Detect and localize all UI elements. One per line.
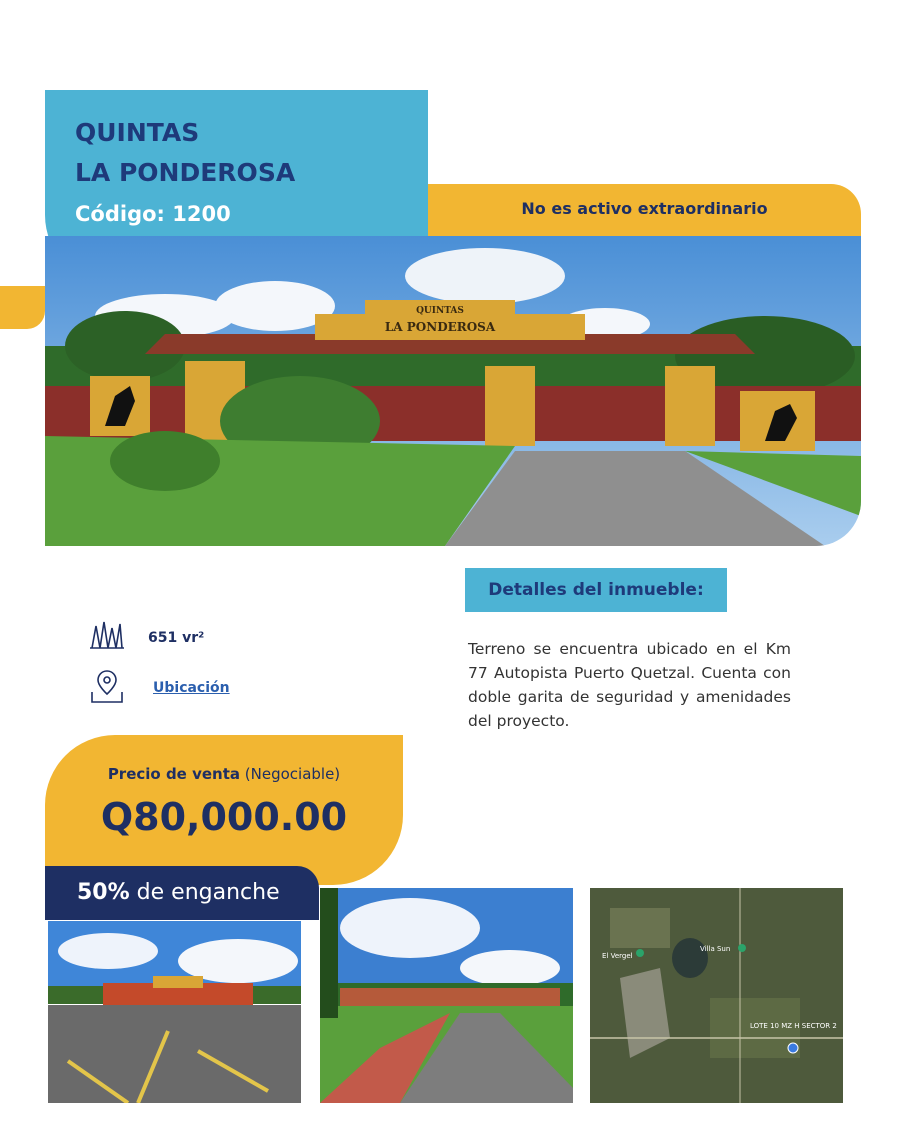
gate-sign-line2: LA PONDEROSA bbox=[384, 320, 496, 334]
area-icon bbox=[90, 620, 124, 650]
thumbnail-road[interactable] bbox=[320, 888, 573, 1103]
location-link[interactable]: Ubicación bbox=[153, 680, 230, 696]
status-banner bbox=[428, 184, 861, 236]
downpayment-pct: 50% bbox=[77, 880, 130, 905]
project-name-line2: LA PONDEROSA bbox=[75, 158, 296, 187]
property-code: Código: 1200 bbox=[75, 202, 231, 226]
map-label-el-vergel: El Vergel bbox=[602, 952, 633, 960]
main-photo bbox=[45, 236, 861, 546]
details-header bbox=[465, 568, 727, 612]
gate-sign-line1: QUINTAS bbox=[416, 306, 464, 316]
decorative-tab bbox=[0, 286, 45, 329]
details-description: Terreno se encuentra ubicado en el Km 77 Autopista Puerto Quetzal. Cuenta con doble garita de seguridad y amenidades del proyecto. bbox=[468, 640, 791, 730]
map-label-lot: LOTE 10 MZ H SECTOR 2 bbox=[750, 1022, 837, 1030]
map-pin-icon bbox=[788, 1043, 798, 1053]
status-banner-text: No es activo extraordinario bbox=[521, 199, 768, 218]
price-label bbox=[45, 765, 403, 783]
area-value: 651 vr² bbox=[148, 630, 205, 646]
map-label-villa: Villa Sun bbox=[700, 945, 731, 953]
downpayment-label: de enganche bbox=[136, 880, 280, 905]
thumbnail-commercial[interactable] bbox=[48, 921, 301, 1103]
thumbnail-map[interactable] bbox=[590, 888, 843, 1103]
satellite-map-image bbox=[590, 888, 843, 1103]
project-name-line1: QUINTAS bbox=[75, 118, 200, 147]
interior-road-image bbox=[320, 888, 573, 1103]
downpayment-badge bbox=[45, 866, 319, 920]
price-label-main: Precio de venta bbox=[107, 765, 240, 783]
price-label-note: (Negociable) bbox=[244, 765, 341, 783]
commercial-area-image bbox=[48, 921, 301, 1103]
entrance-gate-image bbox=[45, 236, 861, 546]
details-title: Detalles del inmueble: bbox=[488, 580, 704, 600]
price-card bbox=[45, 735, 403, 885]
downpayment-text bbox=[77, 880, 280, 905]
location-pin-icon bbox=[90, 668, 124, 704]
price-value: Q80,000.00 bbox=[100, 795, 348, 839]
